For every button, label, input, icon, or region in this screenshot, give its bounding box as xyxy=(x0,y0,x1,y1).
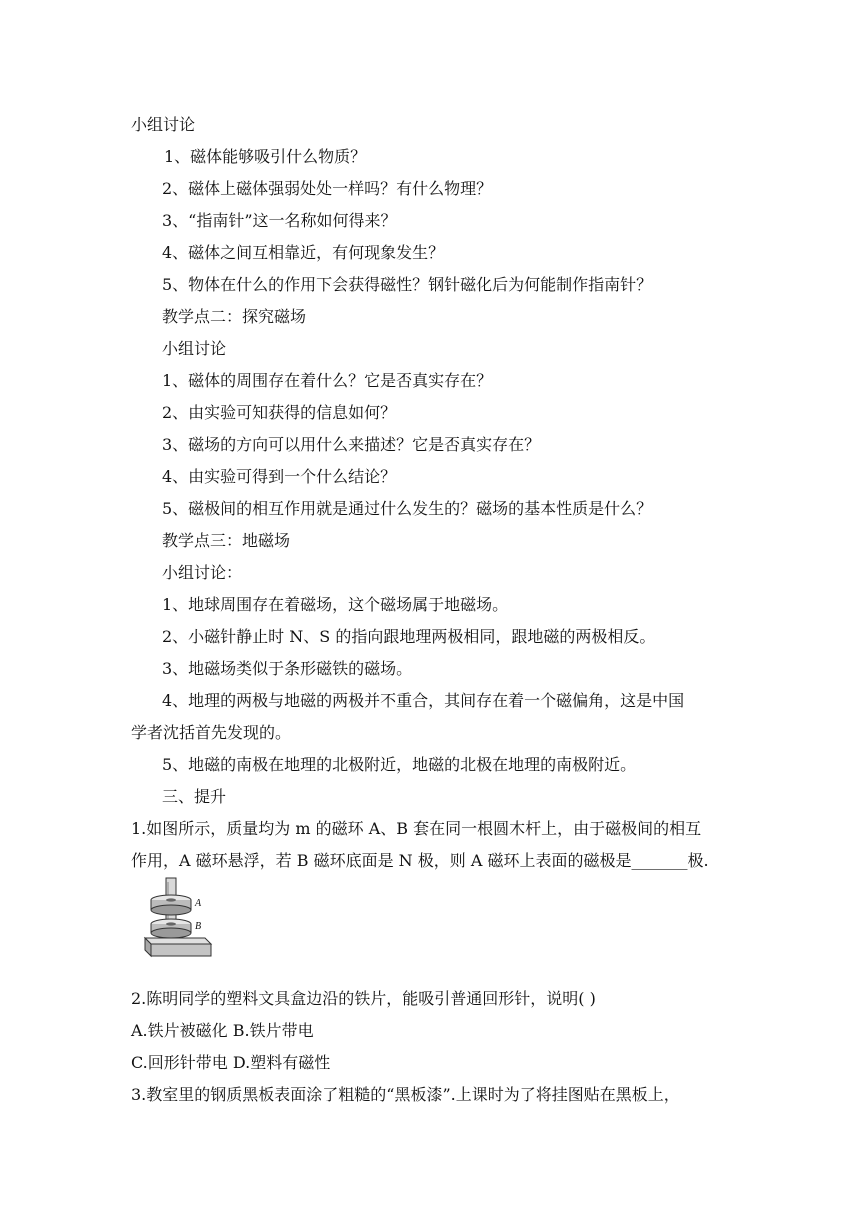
question-line: 4、由实验可得到一个什么结论？ xyxy=(162,467,397,486)
question-line: 1、磁体的周围存在着什么？它是否真实存在？ xyxy=(162,371,493,390)
answer-options: C.回形针带电 D.塑料有磁性 xyxy=(131,1053,331,1072)
section-heading: 教学点二：探究磁场 xyxy=(162,307,307,326)
exercise-line: 1.如图所示，质量均为 m 的磁环 A、B 套在同一根圆木杆上，由于磁极间的相互 xyxy=(131,819,702,838)
statement-line: 1、地球周围存在着磁场，这个磁场属于地磁场。 xyxy=(162,595,509,614)
section-heading: 小组讨论 xyxy=(131,115,196,134)
answer-options: A.铁片被磁化 B.铁片带电 xyxy=(131,1021,314,1040)
section-heading: 教学点三：地磁场 xyxy=(162,531,291,550)
question-line: 3、磁场的方向可以用什么来描述？它是否真实存在？ xyxy=(162,435,541,454)
statement-line: 2、小磁针静止时 N、S 的指向跟地理两极相同，跟地磁的两极相反。 xyxy=(162,627,656,646)
statement-line: 学者沈括首先发现的。 xyxy=(131,723,292,742)
question-line: 5、物体在什么的作用下会获得磁性？钢针磁化后为何能制作指南针？ xyxy=(162,275,653,294)
statement-line: 4、地理的两极与地磁的两极并不重合，其间存在着一个磁偏角，这是中国 xyxy=(162,691,685,710)
question-line: 4、磁体之间互相靠近，有何现象发生？ xyxy=(162,243,445,262)
question-line: 5、磁极间的相互作用就是通过什么发生的？磁场的基本性质是什么？ xyxy=(162,499,653,518)
exercise-line: 3.教室里的钢质黑板表面涂了粗糙的“黑板漆”.上课时为了将挂图贴在黑板上， xyxy=(131,1085,680,1104)
section-heading: 小组讨论 xyxy=(162,339,227,358)
question-line: 3、“指南针”这一名称如何得来？ xyxy=(162,211,397,230)
exercise-line: 2.陈明同学的塑料文具盒边沿的铁片，能吸引普通回形针，说明( ) xyxy=(131,989,596,1008)
question-line: 2、由实验可知获得的信息如何？ xyxy=(162,403,397,422)
question-line: 2、磁体上磁体强弱处处一样吗？有什么物理？ xyxy=(162,179,493,198)
magnet-rings-figure xyxy=(131,876,213,962)
statement-line: 5、地磁的南极在地理的北极附近，地磁的北极在地理的南极附近。 xyxy=(162,755,637,774)
exercise-line: 作用，A 磁环悬浮，若 B 磁环底面是 N 极，则 A 磁环上表面的磁极是_______极. xyxy=(131,851,709,870)
ring-a-label: A xyxy=(195,898,202,909)
section-heading: 小组讨论： xyxy=(162,563,243,582)
question-line: 1、磁体能够吸引什么物质？ xyxy=(164,147,367,166)
statement-line: 3、地磁场类似于条形磁铁的磁场。 xyxy=(162,659,413,678)
section-heading: 三、提升 xyxy=(162,787,227,806)
ring-b-label: B xyxy=(195,921,202,932)
